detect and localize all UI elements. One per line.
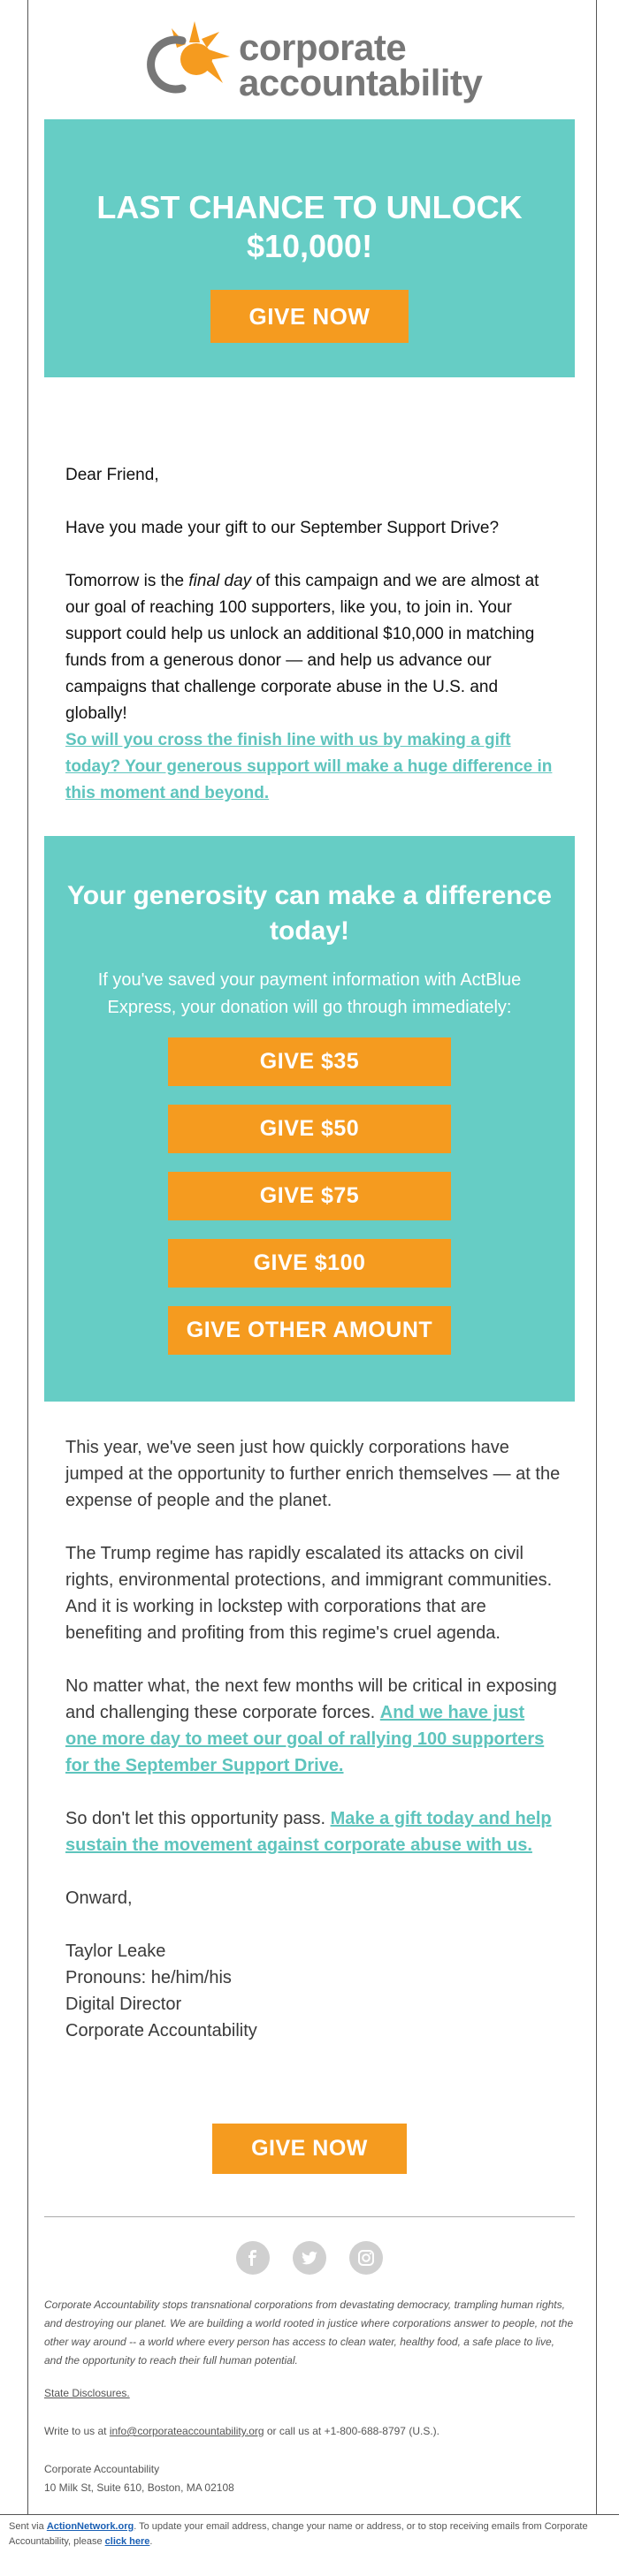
signature-name: Taylor Leake bbox=[65, 1941, 166, 1961]
street-address: 10 Milk St, Suite 610, Boston, MA 02108 bbox=[44, 2481, 234, 2494]
campaign-text-a: Tomorrow is the bbox=[65, 572, 189, 590]
sent-divider bbox=[0, 2514, 619, 2515]
hero-banner bbox=[44, 119, 575, 377]
signoff: Onward, bbox=[65, 1888, 133, 1908]
facebook-icon[interactable] bbox=[236, 2241, 270, 2275]
instagram-icon[interactable] bbox=[349, 2241, 383, 2275]
give-other-amount-button[interactable]: GIVE OTHER AMOUNT bbox=[168, 1306, 451, 1355]
org-address bbox=[44, 2460, 575, 2497]
signature-pronouns: Pronouns: he/him/his bbox=[65, 1968, 232, 1987]
logo-wordmark bbox=[239, 27, 483, 103]
logo-line-1: corporate bbox=[239, 27, 407, 68]
campaign-paragraph bbox=[65, 568, 561, 727]
campaign-text-b: of this campaign and we are almost at our goal of reaching 100 supporters, like you, to join in. Your support could help us unlock an additional $10,000 in matching funds from a generous donor — and help us advance our campaigns that challenge corporate abuse in the U.S. and globally! bbox=[65, 572, 539, 723]
sustain-movement-link[interactable]: Make a gift today and help sustain the movement against corporate abuse with us. bbox=[65, 1809, 552, 1855]
donation-subtitle: If you've saved your payment information with ActBlue Express, your donation will go through immediately: bbox=[97, 970, 522, 1017]
contact-suffix: or call us at +1-800-688-8797 (U.S.). bbox=[264, 2425, 439, 2437]
contact-prefix: Write to us at bbox=[44, 2425, 110, 2437]
cta-paragraph bbox=[65, 727, 561, 807]
hero-give-now-button[interactable]: GIVE NOW bbox=[210, 290, 409, 343]
email-link[interactable]: info@corporateaccountability.org bbox=[109, 2425, 264, 2437]
closing-paragraph-1: This year, we've seen just how quickly corporations have jumped at the opportunity to further enrich themselves — at the expense of people and the planet. bbox=[65, 1438, 561, 1510]
signature-title: Digital Director bbox=[65, 1995, 182, 2014]
state-disclosures-link[interactable] bbox=[44, 2384, 575, 2403]
corporate-accountability-logo[interactable] bbox=[143, 19, 483, 103]
make-gift-link[interactable]: So will you cross the finish line with us by making a gift today? Your generous support will make a huge difference in this moment and beyond. bbox=[65, 731, 553, 802]
closing-paragraph-2: The Trump regime has rapidly escalated its attacks on civil rights, environmental protections, and immigrant communities. And it is working in lockstep with corporations that are benefiting and profiting from this regime's cruel agenda. bbox=[65, 1544, 553, 1643]
closing-text-3: No matter what, the next few months will be critical in exposing and challenging these corporate forces. bbox=[65, 1676, 557, 1722]
twitter-icon[interactable] bbox=[293, 2241, 326, 2275]
give-75-button[interactable]: GIVE $75 bbox=[168, 1172, 451, 1220]
action-network-link[interactable]: ActionNetwork.org bbox=[46, 2521, 134, 2532]
hero-title: LAST CHANCE TO UNLOCK $10,000! bbox=[96, 189, 523, 264]
closing-paragraph-3 bbox=[65, 1673, 561, 1779]
state-disclosures-text[interactable]: State Disclosures. bbox=[44, 2387, 130, 2399]
donation-panel bbox=[44, 836, 575, 1402]
signature-block bbox=[65, 1938, 561, 2044]
sent-prefix: Sent via bbox=[9, 2521, 47, 2532]
give-50-button[interactable]: GIVE $50 bbox=[168, 1105, 451, 1153]
give-35-button[interactable]: GIVE $35 bbox=[168, 1037, 451, 1086]
rally-goal-link[interactable]: And we have just one more day to meet our goal of rallying 100 supporters for the September Support Drive. bbox=[65, 1703, 545, 1775]
give-100-button[interactable]: GIVE $100 bbox=[168, 1239, 451, 1288]
greeting: Dear Friend, bbox=[65, 466, 159, 484]
closing-text-4: So don't let this opportunity pass. bbox=[65, 1809, 331, 1828]
final-day-emphasis: final day bbox=[188, 572, 252, 590]
contact-line bbox=[44, 2422, 575, 2441]
unsubscribe-link[interactable]: click here bbox=[104, 2536, 150, 2547]
sent-via-notice bbox=[9, 2519, 610, 2549]
bottom-give-now-button[interactable]: GIVE NOW bbox=[212, 2124, 407, 2174]
intro-paragraph: Have you made your gift to our September Support Drive? bbox=[65, 519, 500, 537]
signature-org: Corporate Accountability bbox=[65, 2021, 257, 2040]
sent-suffix: . bbox=[149, 2536, 153, 2547]
donation-title: Your generosity can make a difference today! bbox=[67, 881, 552, 946]
sent-middle: . To update your email address, change your name or address, or to stop receiving emails from Corporate Accountability, please bbox=[9, 2521, 588, 2547]
sun-logo-icon bbox=[143, 19, 232, 99]
org-name: Corporate Accountability bbox=[44, 2463, 160, 2475]
logo-line-2: accountability bbox=[239, 62, 483, 103]
closing-paragraph-4 bbox=[65, 1805, 561, 1858]
footer-divider bbox=[44, 2216, 575, 2217]
mission-statement: Corporate Accountability stops transnational corporations from devastating democracy, trampling human rights, and destroying our planet. We are building a world rooted in justice where corporations answer to people, not the other way around -- a world where every person has access to clean water, healthy food, a safe place to live, and the opportunity to reach their full human potential. bbox=[44, 2299, 574, 2367]
